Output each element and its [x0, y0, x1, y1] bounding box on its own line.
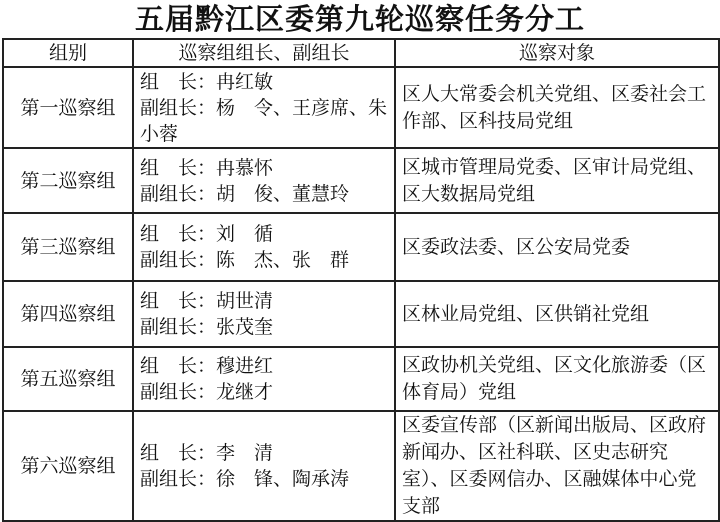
- deputy-line: [140, 95, 388, 147]
- leaders-cell: [133, 411, 395, 521]
- group-cell: 第二巡察组: [3, 148, 133, 213]
- leader-label: 组 长：: [140, 156, 217, 179]
- targets-cell: 区林业局党组、区供销社党组: [395, 281, 719, 347]
- targets-cell: 区委宣传部（区新闻出版局、区政府新闻办、区社科联、区史志研究室）、区委网信办、区融媒体中心党支部: [395, 411, 719, 521]
- leaders-cell: [133, 213, 395, 281]
- group-cell: 第三巡察组: [3, 213, 133, 281]
- deputy-names: 胡 俊、董慧玲: [216, 182, 350, 205]
- table-row: [3, 411, 719, 521]
- deputy-label: 副组长：: [140, 96, 217, 119]
- leader-label: 组 长：: [140, 223, 217, 245]
- header-leaders: 巡察组组长、副组长: [133, 39, 395, 67]
- leader-label: 组 长：: [140, 70, 217, 93]
- table-row: [3, 347, 719, 411]
- leader-name: 李 清: [216, 442, 274, 464]
- deputy-line: [140, 466, 388, 492]
- leader-label: 组 长：: [140, 290, 217, 312]
- deputy-label: 副组长：: [140, 381, 217, 403]
- page-title: 五届黔江区委第九轮巡察任务分工: [134, 2, 585, 36]
- deputy-names: 龙继才: [216, 381, 274, 403]
- targets-cell: 区人大常委会机关党组、区委社会工作部、区科技局党组: [395, 67, 719, 148]
- deputy-names: 张茂奎: [216, 316, 274, 338]
- assignment-table: [2, 38, 720, 522]
- targets-cell: 区委政法委、区公安局党委: [395, 213, 719, 281]
- deputy-label: 副组长：: [140, 316, 217, 338]
- leader-label: 组 长：: [140, 355, 217, 377]
- leader-name: 胡世清: [216, 290, 274, 312]
- group-cell: 第五巡察组: [3, 347, 133, 411]
- deputy-line: [140, 181, 388, 207]
- table-header-row: [3, 39, 719, 67]
- targets-cell: 区城市管理局党委、区审计局党组、区大数据局党组: [395, 148, 719, 213]
- leader-line: [140, 155, 388, 181]
- deputy-label: 副组长：: [140, 182, 217, 205]
- targets-cell: 区政协机关党组、区文化旅游委（区体育局）党组: [395, 347, 719, 411]
- leaders-cell: [133, 347, 395, 411]
- header-targets: 巡察对象: [395, 39, 719, 67]
- table-row: [3, 213, 719, 281]
- deputy-line: [140, 379, 388, 405]
- deputy-names: 陈 杰、张 群: [216, 249, 350, 271]
- deputy-names: 杨 令、王彦席、朱小蓉: [140, 96, 388, 145]
- leaders-cell: [133, 148, 395, 213]
- leaders-cell: [133, 67, 395, 148]
- leader-name: 穆进红: [216, 355, 274, 377]
- leader-line: [140, 288, 388, 314]
- leaders-cell: [133, 281, 395, 347]
- deputy-line: [140, 247, 388, 273]
- table-row: [3, 281, 719, 347]
- leader-name: 冉红敏: [216, 70, 274, 93]
- leader-line: [140, 221, 388, 247]
- table-row: [3, 148, 719, 213]
- leader-line: [140, 69, 388, 95]
- group-cell: 第四巡察组: [3, 281, 133, 347]
- deputy-label: 副组长：: [140, 468, 217, 490]
- deputy-line: [140, 314, 388, 340]
- deputy-label: 副组长：: [140, 249, 217, 271]
- header-group: 组别: [3, 39, 133, 67]
- leader-label: 组 长：: [140, 442, 217, 464]
- group-cell: 第六巡察组: [3, 411, 133, 521]
- leader-name: 冉慕怀: [216, 156, 274, 179]
- group-cell: 第一巡察组: [3, 67, 133, 148]
- deputy-names: 徐 锋、陶承涛: [216, 468, 350, 490]
- leader-line: [140, 353, 388, 379]
- leader-line: [140, 440, 388, 466]
- leader-name: 刘 循: [216, 223, 274, 245]
- table-row: [3, 67, 719, 148]
